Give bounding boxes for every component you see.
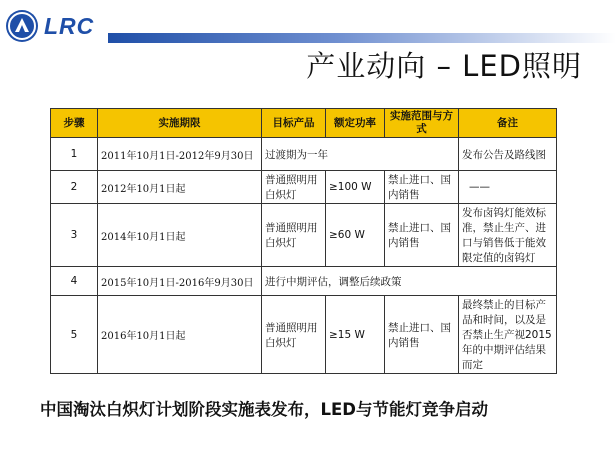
product-cell: 普通照明用白炽灯 bbox=[262, 296, 326, 374]
step-cell: 5 bbox=[51, 296, 98, 374]
power-cell: ≥60 W bbox=[326, 204, 385, 267]
header-power: 额定功率 bbox=[326, 109, 385, 138]
header-period: 实施期限 bbox=[98, 109, 262, 138]
product-cell: 普通照明用白炽灯 bbox=[262, 171, 326, 204]
note-cell: 发布卤钨灯能效标准，禁止生产、进口与销售低于能效限定值的卤钨灯 bbox=[459, 204, 557, 267]
header-bar bbox=[108, 33, 616, 43]
period-cell: 2011年10月1日-2012年9月30日 bbox=[98, 138, 262, 171]
scope-cell: 禁止进口、国内销售 bbox=[385, 204, 459, 267]
phase-plan-table bbox=[50, 108, 557, 374]
scope-cell: 禁止进口、国内销售 bbox=[385, 296, 459, 374]
period-cell: 2016年10月1日起 bbox=[98, 296, 262, 374]
header-scope: 实施范围与方式 bbox=[385, 109, 459, 138]
table-row bbox=[51, 138, 557, 171]
period-cell: 2012年10月1日起 bbox=[98, 171, 262, 204]
table-row bbox=[51, 267, 557, 296]
power-cell: ≥100 W bbox=[326, 171, 385, 204]
merged-cell: 进行中期评估，调整后续政策 bbox=[262, 267, 557, 296]
step-cell: 4 bbox=[51, 267, 98, 296]
period-cell: 2014年10月1日起 bbox=[98, 204, 262, 267]
scope-cell: 禁止进口、国内销售 bbox=[385, 171, 459, 204]
table-header-row bbox=[51, 109, 557, 138]
slide-title: 产业动向 – LED照明 bbox=[306, 49, 582, 83]
table-row bbox=[51, 171, 557, 204]
note-cell: 发布公告及路线图 bbox=[459, 138, 557, 171]
header-step: 步骤 bbox=[51, 109, 98, 138]
header-product: 目标产品 bbox=[262, 109, 326, 138]
step-cell: 2 bbox=[51, 171, 98, 204]
step-cell: 1 bbox=[51, 138, 98, 171]
period-cell: 2015年10月1日-2016年9月30日 bbox=[98, 267, 262, 296]
table-row bbox=[51, 204, 557, 267]
note-cell: —— bbox=[459, 171, 557, 204]
note-cell: 最终禁止的目标产品和时间，以及是否禁止生产视2015年的中期评估结果而定 bbox=[459, 296, 557, 374]
product-cell: 普通照明用白炽灯 bbox=[262, 204, 326, 267]
merged-cell: 过渡期为一年 bbox=[262, 138, 459, 171]
slide-caption: 中国淘汰白炽灯计划阶段实施表发布，LED与节能灯竞争启动 bbox=[40, 400, 488, 419]
logo-emblem-icon bbox=[6, 10, 38, 42]
brand-name: LRC bbox=[44, 13, 95, 39]
step-cell: 3 bbox=[51, 204, 98, 267]
power-cell: ≥15 W bbox=[326, 296, 385, 374]
brand-logo bbox=[6, 10, 116, 44]
header-note: 备注 bbox=[459, 109, 557, 138]
table-row bbox=[51, 296, 557, 374]
